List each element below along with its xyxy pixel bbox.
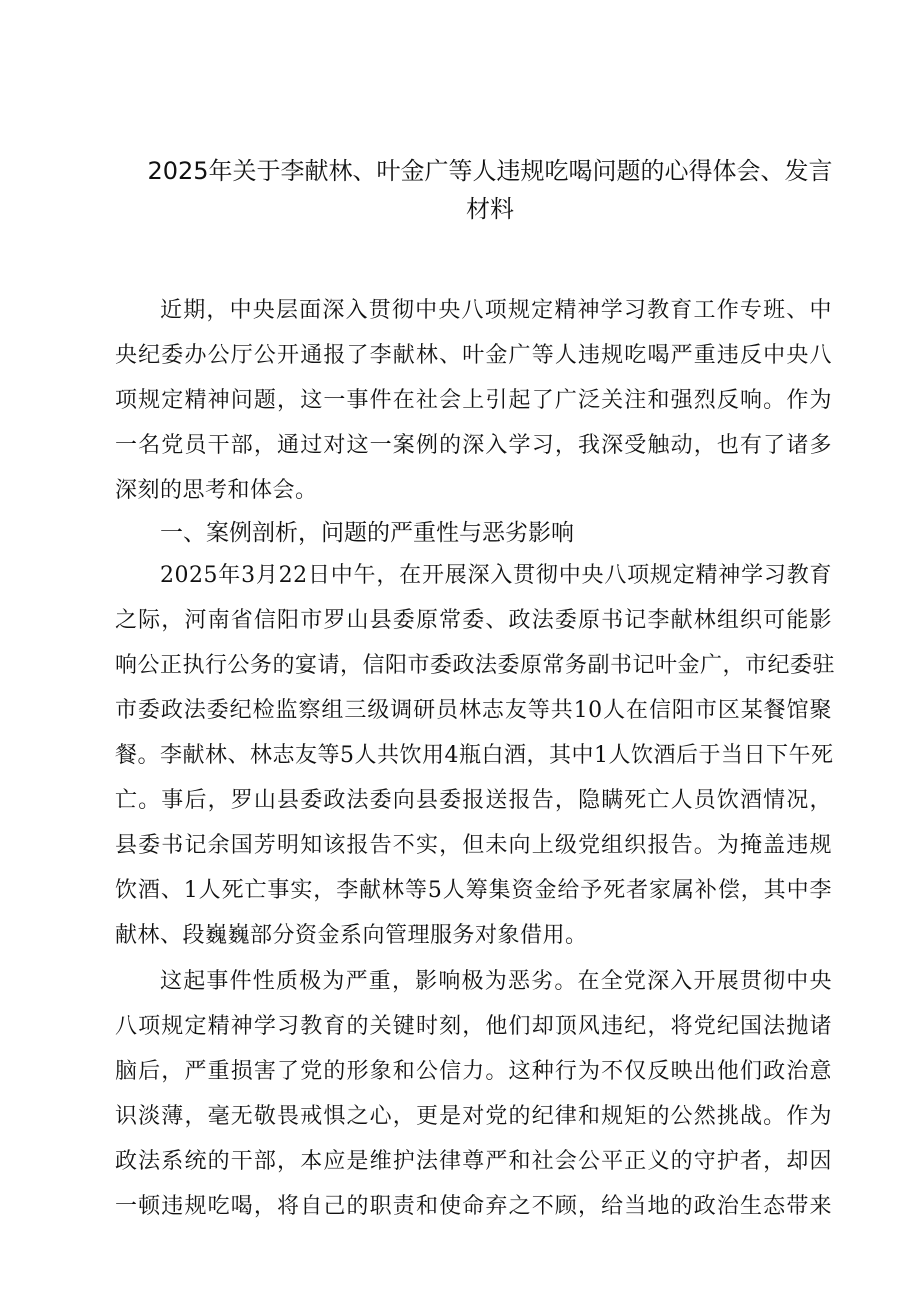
paragraph-2-line: 献林、段巍巍部分资金系向管理服务对象借用。 [115,923,588,948]
paragraph-2-line: 2025年3月22日中午，在开展深入贯彻中央八项规定精神学习教育 [160,563,832,588]
paragraph-1-line: 一名党员干部，通过对这一案例的深入学习，我深受触动，也有了诸多 [115,433,832,458]
document-title [120,152,860,228]
paragraph-3-line: 一顿违规吃喝，将自己的职责和使命弃之不顾，给当地的政治生态带来 [115,1194,832,1219]
paragraph-1-line: 央纪委办公厅公开通报了李献林、叶金广等人违规吃喝严重违反中央八 [115,343,832,368]
paragraph-3-line: 这起事件性质极为严重，影响极为恶劣。在全党深入开展贯彻中央 [160,969,832,994]
paragraph-1-line: 深刻的思考和体会。 [115,478,318,503]
title-line-2: 材料 [466,195,514,223]
paragraph-3-line: 脑后，严重损害了党的形象和公信力。这种行为不仅反映出他们政治意 [115,1059,832,1084]
paragraph-1-line: 近期，中央层面深入贯彻中央八项规定精神学习教育工作专班、中 [160,298,832,323]
paragraph-2-line: 县委书记余国芳明知该报告不实，但未向上级党组织报告。为掩盖违规 [115,833,832,858]
paragraph-2-line: 之际，河南省信阳市罗山县委原常委、政法委原书记李献林组织可能影 [115,608,832,633]
paragraph-2-line: 饮酒、1人死亡事实，李献林等5人筹集资金给予死者家属补偿，其中李 [115,878,832,903]
paragraph-3-line: 政法系统的干部，本应是维护法律尊严和社会公平正义的守护者，却因 [115,1149,832,1174]
paragraph-2-line: 餐。李献林、林志友等5人共饮用4瓶白酒，其中1人饮酒后于当日下午死 [115,743,834,768]
paragraph-2-line: 市委政法委纪检监察组三级调研员林志友等共10人在信阳市区某餐馆聚 [115,698,832,723]
paragraph-2-line: 响公正执行公务的宴请，信阳市委政法委原常务副书记叶金广，市纪委驻 [115,653,836,678]
title-line-1: 2025年关于李献林、叶金广等人违规吃喝问题的心得体会、发言 [147,157,833,185]
section-heading: 一、案例剖析，问题的严重性与恶劣影响 [160,520,574,546]
paragraph-3-line: 八项规定精神学习教育的关键时刻，他们却顶风违纪，将党纪国法抛诸 [115,1014,832,1039]
paragraph-3-line: 识淡薄，毫无敬畏戒惧之心，更是对党的纪律和规矩的公然挑战。作为 [115,1104,832,1129]
paragraph-2-line: 亡。事后，罗山县委政法委向县委报送报告，隐瞒死亡人员饮酒情况， [115,788,832,813]
paragraph-1-line: 项规定精神问题，这一事件在社会上引起了广泛关注和强烈反响。作为 [115,388,832,413]
